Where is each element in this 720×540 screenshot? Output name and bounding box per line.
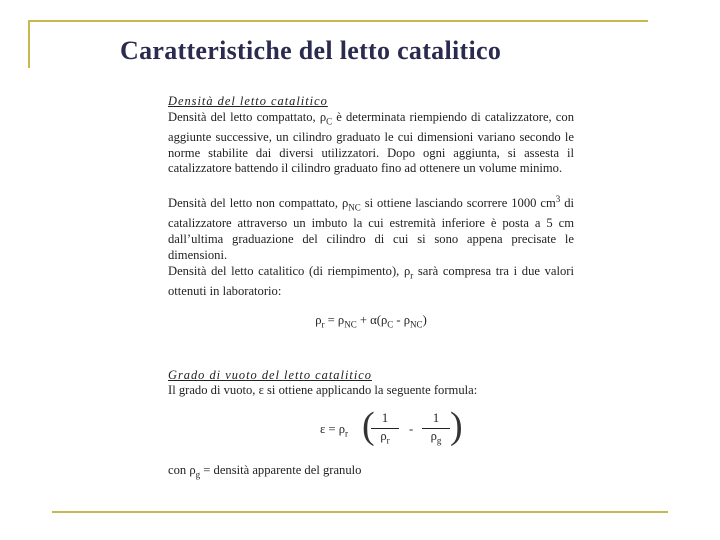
left-decorative-line [28,20,30,68]
formula-bed-density: $\rho_r = \rho_{NC} + \alpha(\rho_C - \rho_{NC})$ [315,313,427,330]
paragraph-compacted-density: Densità del letto compattato, $\rho_C$ è determinata riempiendo di catalizzatore, con aggiunte successive, un cilindro graduato le cui dimensioni variano secondo le norme stabilite dai diversi utilizzatori. Dopo ogni aggiunta, si assesta il catalizzatore battendo il cilindro graduato fino ad ottenere un volume minimo. [168,109,574,176]
rho-symbol: $\rho_r$ [403,263,414,281]
top-decorative-line [28,20,648,22]
section-title-void-degree: Grado di vuoto del letto catalitico [168,367,372,382]
rho-symbol: $\rho_{NC}$ [341,196,361,213]
slide-title: Caratteristiche del letto catalitico [120,36,502,65]
section-title-density: Densità del letto catalitico [168,94,328,108]
formula-void-degree: $\varepsilon = \rho_r$ ( $\frac{1}{\rho_r}$ - $\frac{1}{\rho_g}$ ) [320,405,463,448]
rho-symbol: $\rho_C$ [319,109,333,127]
paragraph-uncompacted-density: Densità del letto non compattato, $\rho_{NC}$ si ottiene lasciando scorrere 1000 $cm^3$ di catalizzatore attraverso un imbuto la cui estremità inferiore è posta a 5 cm dall’ultima graduazione del cilindro di cui si sono appena precisate le dimensioni. [168,194,574,262]
fraction-one-over-rho-r: $\frac{1}{\rho_r}$ [371,411,399,449]
paragraph-bed-density: Densità del letto catalitico (di riempimento), $\rho_r$ sarà compresa tra i due valori ottenuti in laboratorio: [168,263,574,298]
fraction-one-over-rho-g: $\frac{1}{\rho_g}$ [422,411,450,449]
bottom-decorative-line [52,511,668,513]
paragraph-granule-density: con $\rho_g$ = densità apparente del granulo [168,463,362,480]
document-body [168,94,574,483]
paragraph-void-degree: Il grado di vuoto, ε si ottiene applicando la seguente formula: [168,383,478,398]
